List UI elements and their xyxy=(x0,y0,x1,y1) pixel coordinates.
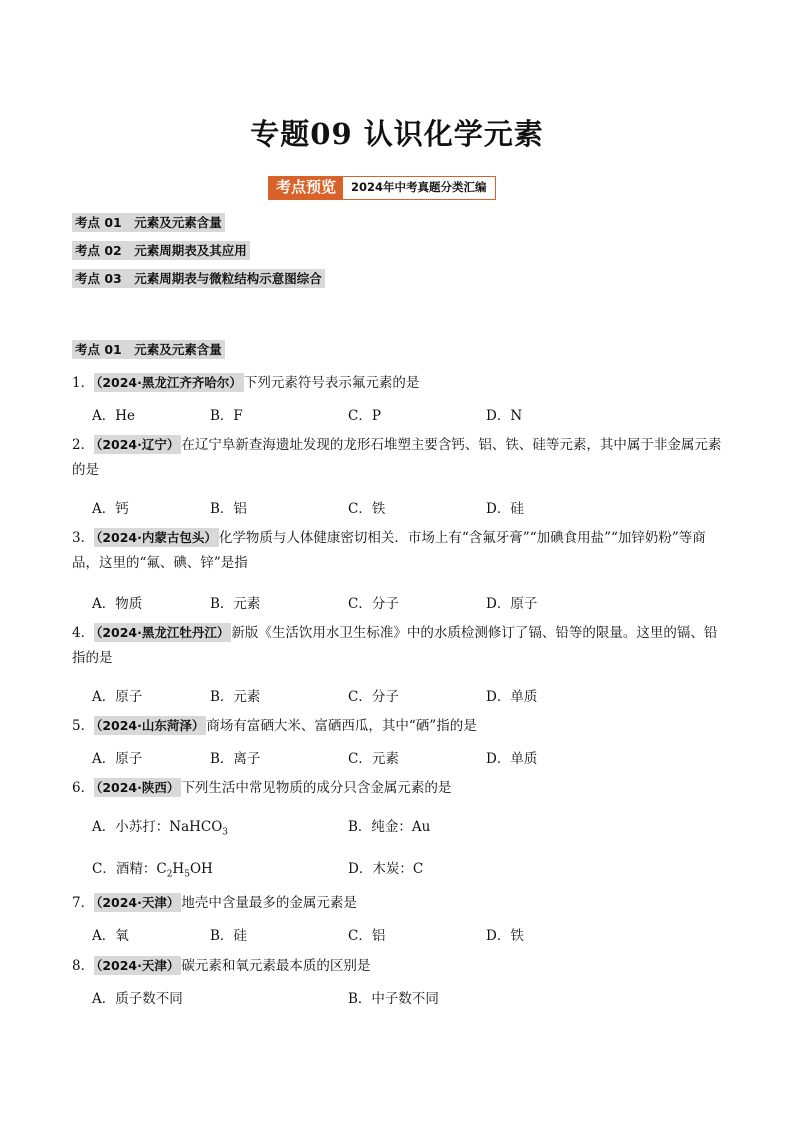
option: B．硅 xyxy=(210,928,247,944)
option: A．钙 xyxy=(92,501,129,517)
option: A．小苏打：NaHCO$_3$ xyxy=(92,819,229,838)
question-source: （2024·天津） xyxy=(96,895,180,910)
question-source: （2024·天津） xyxy=(96,958,180,973)
option: C．分子 xyxy=(348,596,399,612)
question-source: （2024·山东菏泽） xyxy=(96,718,205,733)
question-1: 1． （2024·黑龙江齐齐哈尔） 下列元素符号表示氟元素的是 xyxy=(72,375,420,391)
option: C．分子 xyxy=(348,689,399,705)
question-source: （2024·陕西） xyxy=(96,780,180,795)
page-title: 专题09 认识化学元素 xyxy=(250,117,544,151)
question-source: （2024·内蒙古包头） xyxy=(96,530,217,545)
question-6: 6． （2024·陕西） 下列生活中常见物质的成分只含金属元素的是 xyxy=(72,780,452,796)
option: D．铁 xyxy=(486,928,524,944)
option: A．原子 xyxy=(92,689,143,705)
toc-item-2: 考点 02 元素周期表及其应用 xyxy=(72,241,250,259)
toc-item-1: 考点 01 元素及元素含量 xyxy=(72,213,225,231)
section-heading: 考点 01 元素及元素含量 xyxy=(72,340,225,358)
option: A．物质 xyxy=(92,596,143,612)
question-source: （2024·黑龙江齐齐哈尔） xyxy=(96,375,242,390)
question-3: 3． （2024·内蒙古包头） 化学物质与人体健康密切相关．市场上有“含氟牙膏”“加碘食用盐”“加锌奶粉”等商品，这里的“氟、碘、锌”是指 xyxy=(72,530,706,571)
question-4: 4． （2024·黑龙江牡丹江） 新版《生活饮用水卫生标准》中的水质检测修订了镉、铅等的限量。这里的镉、铅指的是 xyxy=(72,625,718,666)
option: C．元素 xyxy=(348,751,399,767)
formula-nahco3: NaHCO$_3$ xyxy=(169,819,229,838)
option: B．F xyxy=(210,408,243,424)
option: B．元素 xyxy=(210,596,261,612)
option: B．中子数不同 xyxy=(348,991,439,1007)
option: C．P xyxy=(348,408,381,424)
option: A．原子 xyxy=(92,751,143,767)
option: D．木炭：C xyxy=(348,861,424,877)
badge-label: 考点预览 xyxy=(269,177,343,199)
question-2: 2． （2024·辽宁） 在辽宁阜新查海遗址发现的龙形石堆塑主要含钙、铝、铁、硅等元素，其中属于非金属元素的是 xyxy=(72,437,722,478)
question-7: 7． （2024·天津） 地壳中含量最多的金属元素是 xyxy=(72,895,357,911)
option: B．离子 xyxy=(210,751,261,767)
option: D．原子 xyxy=(486,596,538,612)
section-badge xyxy=(268,176,496,200)
option: C．铁 xyxy=(348,501,386,517)
option: B．元素 xyxy=(210,689,261,705)
option: D．单质 xyxy=(486,751,538,767)
option: D．硅 xyxy=(486,501,524,517)
question-source: （2024·辽宁） xyxy=(96,437,180,452)
toc-item-3: 考点 03 元素周期表与微粒结构示意图综合 xyxy=(72,269,325,287)
option: A．He xyxy=(92,408,136,424)
option: D．单质 xyxy=(486,689,538,705)
option: B．铝 xyxy=(210,501,247,517)
option: D．N xyxy=(486,408,523,424)
formula-c2h5oh: $C_2H_5OH$ xyxy=(156,861,213,880)
option: A．质子数不同 xyxy=(92,991,183,1007)
badge-subtitle: 2024年中考真题分类汇编 xyxy=(343,177,495,199)
question-5: 5． （2024·山东菏泽） 商场有富硒大米、富硒西瓜，其中“硒”指的是 xyxy=(72,718,477,734)
question-8: 8． （2024·天津） 碳元素和氧元素最本质的区别是 xyxy=(72,958,371,974)
option: B．纯金：Au xyxy=(348,819,431,835)
option: A．氧 xyxy=(92,928,129,944)
option: C．铝 xyxy=(348,928,386,944)
question-source: （2024·黑龙江牡丹江） xyxy=(96,625,230,640)
option: C．酒精：$C_2H_5OH$ xyxy=(92,861,213,880)
